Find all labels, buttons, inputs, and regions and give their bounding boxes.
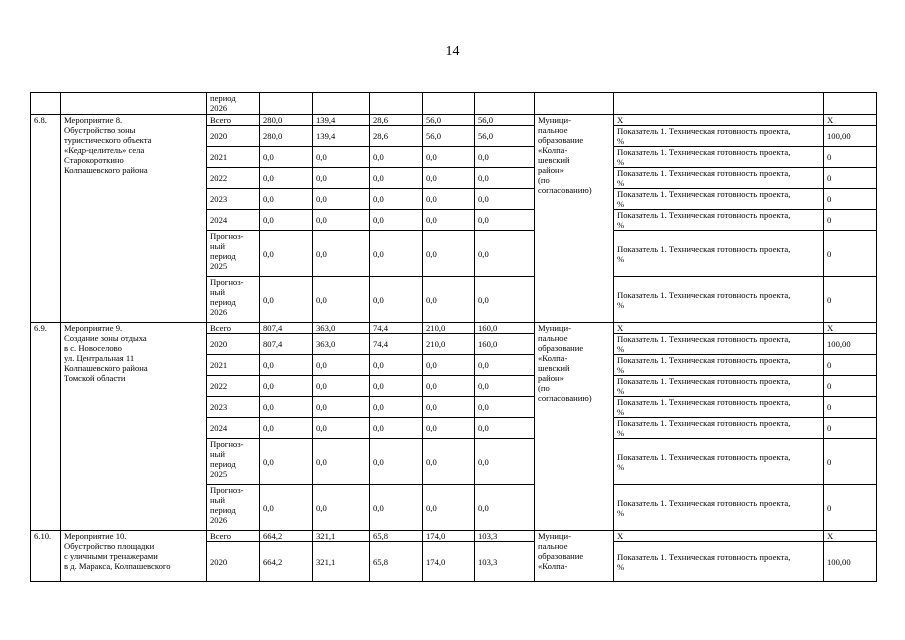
indicator-value: 100,00 (824, 126, 877, 147)
indicator-value: Х (824, 531, 877, 542)
indicator-cell: Показатель 1. Техническая готовность проекта, % (614, 542, 824, 582)
amount-other: 56,0 (475, 126, 535, 147)
continuation-executor-cell (535, 93, 614, 115)
amount-federal: 0,0 (313, 231, 370, 277)
amount-regional: 28,6 (370, 126, 423, 147)
amount-other: 0,0 (475, 277, 535, 323)
amount-regional: 0,0 (370, 485, 423, 531)
amount-total: 0,0 (260, 277, 313, 323)
indicator-value: 0 (824, 376, 877, 397)
indicator-value: 0 (824, 485, 877, 531)
amount-local: 0,0 (423, 277, 475, 323)
amount-local: 0,0 (423, 147, 475, 168)
amount-other: 0,0 (475, 355, 535, 376)
table-row (31, 531, 877, 542)
indicator-value: 0 (824, 189, 877, 210)
amount-other: 56,0 (475, 115, 535, 126)
indicator-cell: Показатель 1. Техническая готовность проекта, % (614, 485, 824, 531)
amount-local: 210,0 (423, 334, 475, 355)
amount-other: 103,3 (475, 531, 535, 542)
amount-local: 174,0 (423, 531, 475, 542)
year-cell: 2020 (207, 542, 260, 582)
year-cell: 2020 (207, 334, 260, 355)
year-cell: Прогноз- ный период 2025 (207, 439, 260, 485)
amount-other: 0,0 (475, 210, 535, 231)
amount-local: 210,0 (423, 323, 475, 334)
amount-federal: 0,0 (313, 439, 370, 485)
year-cell: Прогноз- ный период 2025 (207, 231, 260, 277)
amount-total: 0,0 (260, 397, 313, 418)
activity-executor: Муници- пальное образование «Колпа- (535, 531, 614, 582)
amount-total: 0,0 (260, 147, 313, 168)
amount-federal: 0,0 (313, 168, 370, 189)
amount-total: 0,0 (260, 355, 313, 376)
amount-regional: 0,0 (370, 355, 423, 376)
amount-other: 0,0 (475, 189, 535, 210)
amount-regional: 0,0 (370, 147, 423, 168)
amount-total: 0,0 (260, 189, 313, 210)
indicator-value: 100,00 (824, 542, 877, 582)
amount-federal: 0,0 (313, 376, 370, 397)
indicator-cell: Показатель 1. Техническая готовность проекта, % (614, 277, 824, 323)
indicator-value: Х (824, 115, 877, 126)
amount-local: 0,0 (423, 397, 475, 418)
indicator-value: 0 (824, 397, 877, 418)
amount-other: 0,0 (475, 439, 535, 485)
indicator-cell: Показатель 1. Техническая готовность проекта, % (614, 168, 824, 189)
amount-federal: 363,0 (313, 323, 370, 334)
year-cell: 2022 (207, 376, 260, 397)
activity-executor: Муници- пальное образование «Колпа- шевский район» (по согласованию) (535, 323, 614, 531)
year-cell: 2023 (207, 397, 260, 418)
amount-regional: 0,0 (370, 168, 423, 189)
amount-local: 0,0 (423, 439, 475, 485)
amount-local: 174,0 (423, 542, 475, 582)
amount-total: 807,4 (260, 323, 313, 334)
activity-number: 6.10. (31, 531, 61, 582)
amount-total: 0,0 (260, 231, 313, 277)
amount-regional: 0,0 (370, 439, 423, 485)
amount-regional: 65,8 (370, 531, 423, 542)
amount-federal: 0,0 (313, 277, 370, 323)
amount-other: 0,0 (475, 147, 535, 168)
amount-regional: 0,0 (370, 376, 423, 397)
indicator-value: 0 (824, 231, 877, 277)
indicator-value: 0 (824, 147, 877, 168)
amount-regional: 0,0 (370, 397, 423, 418)
table-row (31, 323, 877, 334)
amount-federal: 321,1 (313, 531, 370, 542)
indicator-value: 0 (824, 168, 877, 189)
amount-federal: 139,4 (313, 126, 370, 147)
amount-total: 0,0 (260, 439, 313, 485)
year-cell: Всего (207, 115, 260, 126)
amount-local: 0,0 (423, 418, 475, 439)
year-cell: Всего (207, 531, 260, 542)
indicator-value: 0 (824, 277, 877, 323)
indicator-cell: Показатель 1. Техническая готовность проекта, % (614, 147, 824, 168)
indicator-cell: Показатель 1. Техническая готовность проекта, % (614, 126, 824, 147)
table-body (31, 93, 877, 582)
year-cell: Прогноз- ный период 2026 (207, 277, 260, 323)
amount-federal: 363,0 (313, 334, 370, 355)
amount-other: 0,0 (475, 231, 535, 277)
indicator-value: 0 (824, 439, 877, 485)
amount-total: 0,0 (260, 168, 313, 189)
amount-federal: 139,4 (313, 115, 370, 126)
year-cell: 2024 (207, 210, 260, 231)
amount-total: 280,0 (260, 115, 313, 126)
indicator-value: 0 (824, 210, 877, 231)
indicator-cell: Показатель 1. Техническая готовность проекта, % (614, 376, 824, 397)
table-row (31, 115, 877, 126)
amount-local: 0,0 (423, 485, 475, 531)
continuation-cell (313, 93, 370, 115)
year-cell: Прогноз- ный период 2026 (207, 485, 260, 531)
continuation-num-cell (31, 93, 61, 115)
amount-total: 0,0 (260, 210, 313, 231)
continuation-cell (370, 93, 423, 115)
amount-local: 0,0 (423, 376, 475, 397)
year-cell: 2024 (207, 418, 260, 439)
activity-name: Мероприятие 10. Обустройство площадки с уличными тренажерами в д. Маракса, Колпашевского (61, 531, 207, 582)
amount-total: 0,0 (260, 376, 313, 397)
year-cell: 2021 (207, 355, 260, 376)
year-cell: 2022 (207, 168, 260, 189)
amount-total: 807,4 (260, 334, 313, 355)
amount-federal: 0,0 (313, 397, 370, 418)
amount-regional: 0,0 (370, 231, 423, 277)
year-cell: 2020 (207, 126, 260, 147)
amount-regional: 0,0 (370, 189, 423, 210)
indicator-cell: Х (614, 531, 824, 542)
amount-regional: 28,6 (370, 115, 423, 126)
year-cell: Всего (207, 323, 260, 334)
amount-local: 0,0 (423, 231, 475, 277)
page-number: 14 (445, 44, 460, 59)
indicator-value: Х (824, 323, 877, 334)
year-cell: 2021 (207, 147, 260, 168)
amount-regional: 74,4 (370, 334, 423, 355)
amount-local: 56,0 (423, 115, 475, 126)
amount-total: 0,0 (260, 418, 313, 439)
indicator-cell: Показатель 1. Техническая готовность проекта, % (614, 397, 824, 418)
amount-total: 0,0 (260, 485, 313, 531)
amount-federal: 0,0 (313, 189, 370, 210)
amount-federal: 0,0 (313, 147, 370, 168)
amount-local: 0,0 (423, 189, 475, 210)
amount-other: 160,0 (475, 323, 535, 334)
indicator-value: 0 (824, 355, 877, 376)
indicator-cell: Показатель 1. Техническая готовность проекта, % (614, 189, 824, 210)
amount-regional: 0,0 (370, 277, 423, 323)
amount-federal: 0,0 (313, 210, 370, 231)
amount-other: 0,0 (475, 376, 535, 397)
continuation-value-cell (824, 93, 877, 115)
continuation-indicator-cell (614, 93, 824, 115)
continuation-row (31, 93, 877, 115)
indicator-cell: Х (614, 115, 824, 126)
amount-regional: 0,0 (370, 210, 423, 231)
activity-number: 6.9. (31, 323, 61, 531)
indicator-cell: Показатель 1. Техническая готовность проекта, % (614, 418, 824, 439)
amount-local: 0,0 (423, 210, 475, 231)
continuation-cell (260, 93, 313, 115)
amount-local: 0,0 (423, 355, 475, 376)
amount-other: 0,0 (475, 397, 535, 418)
amount-total: 280,0 (260, 126, 313, 147)
amount-total: 664,2 (260, 531, 313, 542)
year-cell: 2023 (207, 189, 260, 210)
amount-local: 56,0 (423, 126, 475, 147)
budget-table (30, 92, 877, 582)
amount-total: 664,2 (260, 542, 313, 582)
indicator-cell: Показатель 1. Техническая готовность проекта, % (614, 231, 824, 277)
amount-federal: 0,0 (313, 355, 370, 376)
continuation-name-cell (61, 93, 207, 115)
indicator-value: 0 (824, 418, 877, 439)
indicator-cell: Показатель 1. Техническая готовность проекта, % (614, 355, 824, 376)
activity-number: 6.8. (31, 115, 61, 323)
indicator-cell: Х (614, 323, 824, 334)
activity-name: Мероприятие 9. Создание зоны отдыха в с. Новоселово ул. Центральная 11 Колпашевского района Томской области (61, 323, 207, 531)
amount-other: 0,0 (475, 168, 535, 189)
indicator-value: 100,00 (824, 334, 877, 355)
continuation-cell (423, 93, 475, 115)
indicator-cell: Показатель 1. Техническая готовность проекта, % (614, 439, 824, 485)
amount-regional: 65,8 (370, 542, 423, 582)
amount-other: 103,3 (475, 542, 535, 582)
amount-regional: 74,4 (370, 323, 423, 334)
continuation-period-cell: период 2026 (207, 93, 260, 115)
continuation-cell (475, 93, 535, 115)
activity-executor: Муници- пальное образование «Колпа- шевский район» (по согласованию) (535, 115, 614, 323)
amount-federal: 0,0 (313, 485, 370, 531)
amount-federal: 0,0 (313, 418, 370, 439)
amount-other: 160,0 (475, 334, 535, 355)
amount-local: 0,0 (423, 168, 475, 189)
indicator-cell: Показатель 1. Техническая готовность проекта, % (614, 210, 824, 231)
amount-other: 0,0 (475, 418, 535, 439)
amount-regional: 0,0 (370, 418, 423, 439)
amount-other: 0,0 (475, 485, 535, 531)
activity-name: Мероприятие 8. Обустройство зоны туристического объекта «Кедр-целитель» села Старокороткино Колпашевского района (61, 115, 207, 323)
indicator-cell: Показатель 1. Техническая готовность проекта, % (614, 334, 824, 355)
amount-federal: 321,1 (313, 542, 370, 582)
